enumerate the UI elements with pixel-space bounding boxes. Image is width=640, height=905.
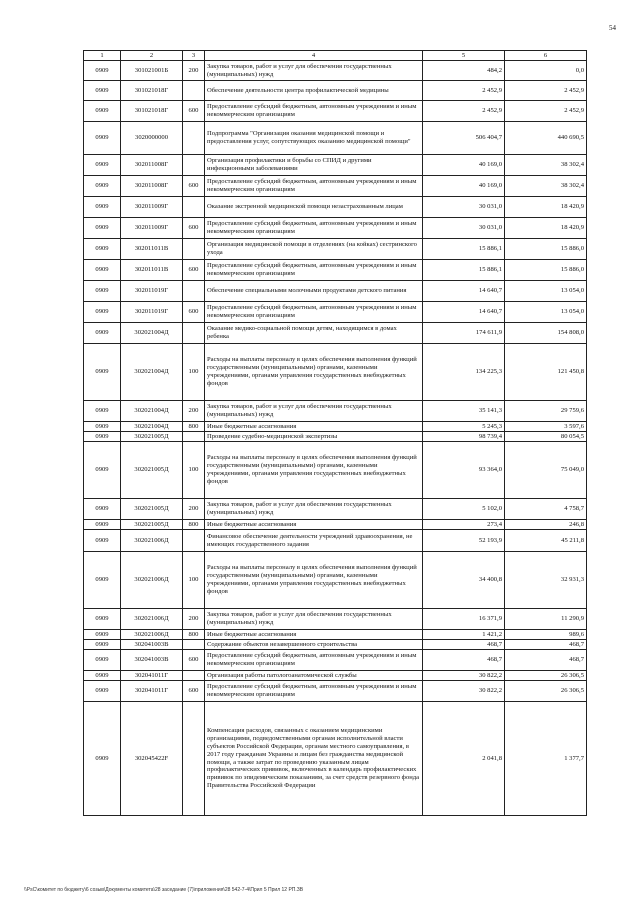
table-row (84, 640, 587, 650)
table-row (84, 197, 587, 218)
table-row (84, 239, 587, 260)
cell-code: 302021006Д (121, 609, 183, 630)
file-path-footer: \\PsC\комитет по бюджету\6 созыв\Документы комитета\28 заседание (7)\приложения\28 542-7-4\Прил 5 Прил 12 РП.ЗВ (24, 887, 304, 893)
cell-amount-1: 35 141,3 (423, 401, 505, 422)
cell-amount-2: 0,0 (505, 61, 587, 81)
cell-amount-2: 1 377,7 (505, 702, 587, 816)
cell-section: 0909 (84, 442, 121, 499)
cell-code: 302011019Г (121, 302, 183, 323)
cell-code: 302041003В (121, 650, 183, 671)
cell-amount-1: 30 822,2 (423, 681, 505, 702)
table-row (84, 499, 587, 520)
table-row (84, 552, 587, 609)
table-row (84, 61, 587, 81)
cell-section: 0909 (84, 344, 121, 401)
cell-amount-1: 484,2 (423, 61, 505, 81)
cell-code: 302041011Г (121, 681, 183, 702)
cell-expense-type (183, 640, 205, 650)
cell-section: 0909 (84, 81, 121, 101)
cell-code: 302021005Д (121, 520, 183, 530)
cell-amount-1: 5 102,0 (423, 499, 505, 520)
cell-name: Оказание экстренной медицинской помощи незастрахованным лицам (205, 197, 423, 218)
cell-expense-type (183, 530, 205, 552)
cell-section: 0909 (84, 155, 121, 176)
cell-section: 0909 (84, 702, 121, 816)
cell-amount-2: 2 452,9 (505, 101, 587, 122)
cell-name: Предоставление субсидий бюджетным, автономным учреждениям и иным некоммерческим организациям (205, 260, 423, 281)
col-header-amount-1: 5 (423, 51, 505, 61)
cell-expense-type: 200 (183, 499, 205, 520)
table-row (84, 302, 587, 323)
cell-amount-2: 2 452,9 (505, 81, 587, 101)
cell-name: Финансовое обеспечение деятельности учреждений здравоохранения, не имеющих государственного задания (205, 530, 423, 552)
cell-code: 302021004Д (121, 401, 183, 422)
cell-section: 0909 (84, 640, 121, 650)
header-row (84, 51, 587, 61)
cell-section: 0909 (84, 530, 121, 552)
table-row (84, 650, 587, 671)
cell-name: Закупка товаров, работ и услуг для обеспечения государственных (муниципальных) нужд (205, 401, 423, 422)
cell-name: Содержание объектов незавершенного строительства (205, 640, 423, 650)
cell-name: Предоставление субсидий бюджетным, автономным учреждениям и иным некоммерческим организациям (205, 650, 423, 671)
table-row (84, 122, 587, 155)
cell-amount-1: 15 886,1 (423, 239, 505, 260)
cell-expense-type: 600 (183, 218, 205, 239)
cell-amount-2: 121 450,8 (505, 344, 587, 401)
cell-name: Оказание медико-социальной помощи детям, находящимся в домах ребенка (205, 323, 423, 344)
cell-amount-1: 14 640,7 (423, 281, 505, 302)
cell-code: 302011009Г (121, 197, 183, 218)
cell-section: 0909 (84, 122, 121, 155)
cell-code: 302021005Д (121, 432, 183, 442)
cell-expense-type (183, 155, 205, 176)
cell-amount-2: 4 758,7 (505, 499, 587, 520)
cell-code: 301021001Б (121, 61, 183, 81)
cell-section: 0909 (84, 552, 121, 609)
cell-section: 0909 (84, 239, 121, 260)
cell-expense-type: 200 (183, 61, 205, 81)
cell-amount-1: 2 041,8 (423, 702, 505, 816)
table-row (84, 520, 587, 530)
cell-name: Иные бюджетные ассигнования (205, 422, 423, 432)
table-body (84, 61, 587, 816)
cell-code: 3020000000 (121, 122, 183, 155)
cell-expense-type (183, 323, 205, 344)
cell-name: Предоставление субсидий бюджетным, автономным учреждениям и иным некоммерческим организациям (205, 218, 423, 239)
cell-expense-type (183, 671, 205, 681)
cell-amount-1: 30 822,2 (423, 671, 505, 681)
cell-expense-type: 100 (183, 344, 205, 401)
cell-name: Предоставление субсидий бюджетным, автономным учреждениям и иным некоммерческим организациям (205, 302, 423, 323)
table-row (84, 260, 587, 281)
cell-name: Обеспечение деятельности центра профилактической медицины (205, 81, 423, 101)
cell-expense-type: 600 (183, 176, 205, 197)
cell-amount-1: 2 452,9 (423, 81, 505, 101)
cell-section: 0909 (84, 281, 121, 302)
cell-amount-1: 506 404,7 (423, 122, 505, 155)
cell-section: 0909 (84, 650, 121, 671)
cell-amount-2: 45 211,8 (505, 530, 587, 552)
cell-section: 0909 (84, 61, 121, 81)
page-number: 54 (609, 24, 616, 32)
cell-amount-1: 134 225,3 (423, 344, 505, 401)
cell-name: Обеспечение специальными молочными продуктами детского питания (205, 281, 423, 302)
cell-code: 302011009Г (121, 218, 183, 239)
cell-section: 0909 (84, 302, 121, 323)
cell-section: 0909 (84, 499, 121, 520)
cell-expense-type: 600 (183, 101, 205, 122)
cell-amount-1: 40 169,0 (423, 155, 505, 176)
cell-amount-1: 30 031,0 (423, 197, 505, 218)
cell-section: 0909 (84, 323, 121, 344)
table-row (84, 218, 587, 239)
cell-expense-type: 600 (183, 650, 205, 671)
cell-code: 302041003В (121, 640, 183, 650)
table-row (84, 401, 587, 422)
table-row (84, 671, 587, 681)
cell-amount-1: 16 371,9 (423, 609, 505, 630)
cell-amount-1: 174 611,9 (423, 323, 505, 344)
cell-amount-2: 468,7 (505, 650, 587, 671)
table-row (84, 81, 587, 101)
cell-code: 302041011Г (121, 671, 183, 681)
cell-amount-2: 29 759,6 (505, 401, 587, 422)
col-header-name: 4 (205, 51, 423, 61)
cell-amount-2: 15 886,0 (505, 260, 587, 281)
cell-expense-type: 200 (183, 609, 205, 630)
cell-name: Закупка товаров, работ и услуг для обеспечения государственных (муниципальных) нужд (205, 499, 423, 520)
cell-expense-type (183, 239, 205, 260)
cell-expense-type: 600 (183, 260, 205, 281)
cell-expense-type: 200 (183, 401, 205, 422)
cell-code: 302021004Д (121, 323, 183, 344)
cell-name: Проведение судебно-медицинской экспертизы (205, 432, 423, 442)
cell-code: 302021006Д (121, 530, 183, 552)
cell-amount-2: 15 886,0 (505, 239, 587, 260)
cell-section: 0909 (84, 630, 121, 640)
table-row (84, 681, 587, 702)
cell-name: Иные бюджетные ассигнования (205, 630, 423, 640)
cell-expense-type (183, 281, 205, 302)
table-row (84, 344, 587, 401)
cell-amount-1: 15 886,1 (423, 260, 505, 281)
cell-amount-1: 30 031,0 (423, 218, 505, 239)
cell-code: 302021005Д (121, 442, 183, 499)
cell-amount-1: 34 400,8 (423, 552, 505, 609)
cell-amount-2: 26 306,5 (505, 671, 587, 681)
cell-amount-2: 18 420,9 (505, 197, 587, 218)
cell-amount-1: 14 640,7 (423, 302, 505, 323)
table-row (84, 281, 587, 302)
col-header-amount-2: 6 (505, 51, 587, 61)
cell-amount-1: 98 739,4 (423, 432, 505, 442)
cell-expense-type (183, 122, 205, 155)
cell-amount-1: 468,7 (423, 650, 505, 671)
cell-amount-1: 40 169,0 (423, 176, 505, 197)
cell-name: Предоставление субсидий бюджетным, автономным учреждениям и иным некоммерческим организациям (205, 681, 423, 702)
cell-code: 301021018Г (121, 81, 183, 101)
cell-amount-2: 38 302,4 (505, 176, 587, 197)
cell-name: Организация работы патологоанатомической службы (205, 671, 423, 681)
cell-amount-2: 32 931,3 (505, 552, 587, 609)
cell-amount-1: 1 421,2 (423, 630, 505, 640)
cell-code: 302011019Г (121, 281, 183, 302)
cell-amount-1: 5 245,3 (423, 422, 505, 432)
cell-expense-type: 800 (183, 520, 205, 530)
table-row (84, 530, 587, 552)
cell-name: Подпрограмма "Организация оказания медицинской помощи и предоставления услуг, сопутствующих оказанию медицинской помощи" (205, 122, 423, 155)
cell-amount-2: 989,6 (505, 630, 587, 640)
cell-section: 0909 (84, 609, 121, 630)
cell-name: Предоставление субсидий бюджетным, автономным учреждениям и иным некоммерческим организациям (205, 101, 423, 122)
col-header-section: 1 (84, 51, 121, 61)
cell-code: 302011011В (121, 239, 183, 260)
cell-amount-2: 13 054,0 (505, 281, 587, 302)
cell-code: 302045422F (121, 702, 183, 816)
cell-name: Организация профилактики и борьбы со СПИД и другими инфекционными заболеваниями (205, 155, 423, 176)
table-row (84, 442, 587, 499)
cell-amount-1: 468,7 (423, 640, 505, 650)
cell-expense-type: 800 (183, 630, 205, 640)
cell-code: 302021006Д (121, 630, 183, 640)
cell-amount-1: 93 364,0 (423, 442, 505, 499)
cell-code: 302021005Д (121, 499, 183, 520)
cell-section: 0909 (84, 432, 121, 442)
cell-amount-2: 11 290,9 (505, 609, 587, 630)
table-row (84, 609, 587, 630)
cell-section: 0909 (84, 520, 121, 530)
cell-name: Иные бюджетные ассигнования (205, 520, 423, 530)
cell-name: Закупка товаров, работ и услуг для обеспечения государственных (муниципальных) нужд (205, 609, 423, 630)
cell-code: 301021018Г (121, 101, 183, 122)
table-row (84, 422, 587, 432)
cell-name: Расходы на выплаты персоналу в целях обеспечения выполнения функций государственными (муниципальными) органами, казенными учреждениями, органами управления государственных внебюджетных фондов (205, 344, 423, 401)
cell-expense-type: 100 (183, 552, 205, 609)
table-row (84, 630, 587, 640)
col-header-code: 2 (121, 51, 183, 61)
cell-amount-1: 2 452,9 (423, 101, 505, 122)
cell-amount-2: 18 420,9 (505, 218, 587, 239)
cell-amount-2: 80 054,5 (505, 432, 587, 442)
cell-name: Компенсация расходов, связанных с оказанием медицинскими организациями, подведомственными органам исполнительной власти субъектов Российской Федерации, органам местного самоуправления, в 2017 году гражданам Украины и лицам без гражданства медицинской помощи, а также затрат по проведению указанным лицам профилактических прививок, включенных в календарь профилактических прививок по эпидемическим показаниям, за счет средств резервного фонда Правительства Российской Федерации (205, 702, 423, 816)
cell-name: Предоставление субсидий бюджетным, автономным учреждениям и иным некоммерческим организациям (205, 176, 423, 197)
table-row (84, 432, 587, 442)
cell-expense-type: 600 (183, 681, 205, 702)
cell-amount-2: 38 302,4 (505, 155, 587, 176)
cell-name: Организация медицинской помощи в отделениях (на койках) сестринского ухода (205, 239, 423, 260)
cell-amount-1: 273,4 (423, 520, 505, 530)
cell-amount-2: 468,7 (505, 640, 587, 650)
table-row (84, 702, 587, 816)
table-row (84, 323, 587, 344)
budget-table (83, 50, 587, 816)
table-row (84, 101, 587, 122)
cell-code: 302011011В (121, 260, 183, 281)
cell-name: Закупка товаров, работ и услуг для обеспечения государственных (муниципальных) нужд (205, 61, 423, 81)
cell-section: 0909 (84, 401, 121, 422)
cell-code: 302011008Г (121, 155, 183, 176)
cell-code: 302021004Д (121, 422, 183, 432)
cell-section: 0909 (84, 197, 121, 218)
table-row (84, 176, 587, 197)
cell-amount-2: 246,8 (505, 520, 587, 530)
table-row (84, 155, 587, 176)
cell-section: 0909 (84, 681, 121, 702)
cell-code: 302021006Д (121, 552, 183, 609)
cell-section: 0909 (84, 260, 121, 281)
cell-section: 0909 (84, 422, 121, 432)
cell-expense-type: 100 (183, 442, 205, 499)
cell-section: 0909 (84, 101, 121, 122)
cell-code: 302021004Д (121, 344, 183, 401)
cell-expense-type: 800 (183, 422, 205, 432)
cell-amount-2: 154 808,0 (505, 323, 587, 344)
cell-amount-2: 3 597,6 (505, 422, 587, 432)
cell-amount-2: 13 054,0 (505, 302, 587, 323)
cell-name: Расходы на выплаты персоналу в целях обеспечения выполнения функций государственными (муниципальными) органами, казенными учреждениями, органами управления государственных внебюджетных фондов (205, 442, 423, 499)
cell-section: 0909 (84, 218, 121, 239)
cell-amount-2: 440 690,5 (505, 122, 587, 155)
cell-section: 0909 (84, 671, 121, 681)
cell-code: 302011008Г (121, 176, 183, 197)
cell-expense-type (183, 197, 205, 218)
cell-expense-type: 600 (183, 302, 205, 323)
col-header-expense-type: 3 (183, 51, 205, 61)
cell-name: Расходы на выплаты персоналу в целях обеспечения выполнения функций государственными (муниципальными) органами, казенными учреждениями, органами управления государственных внебюджетных фондов (205, 552, 423, 609)
cell-expense-type (183, 702, 205, 816)
cell-amount-2: 75 049,0 (505, 442, 587, 499)
cell-section: 0909 (84, 176, 121, 197)
cell-amount-2: 26 306,5 (505, 681, 587, 702)
cell-expense-type (183, 432, 205, 442)
cell-amount-1: 52 193,9 (423, 530, 505, 552)
cell-expense-type (183, 81, 205, 101)
